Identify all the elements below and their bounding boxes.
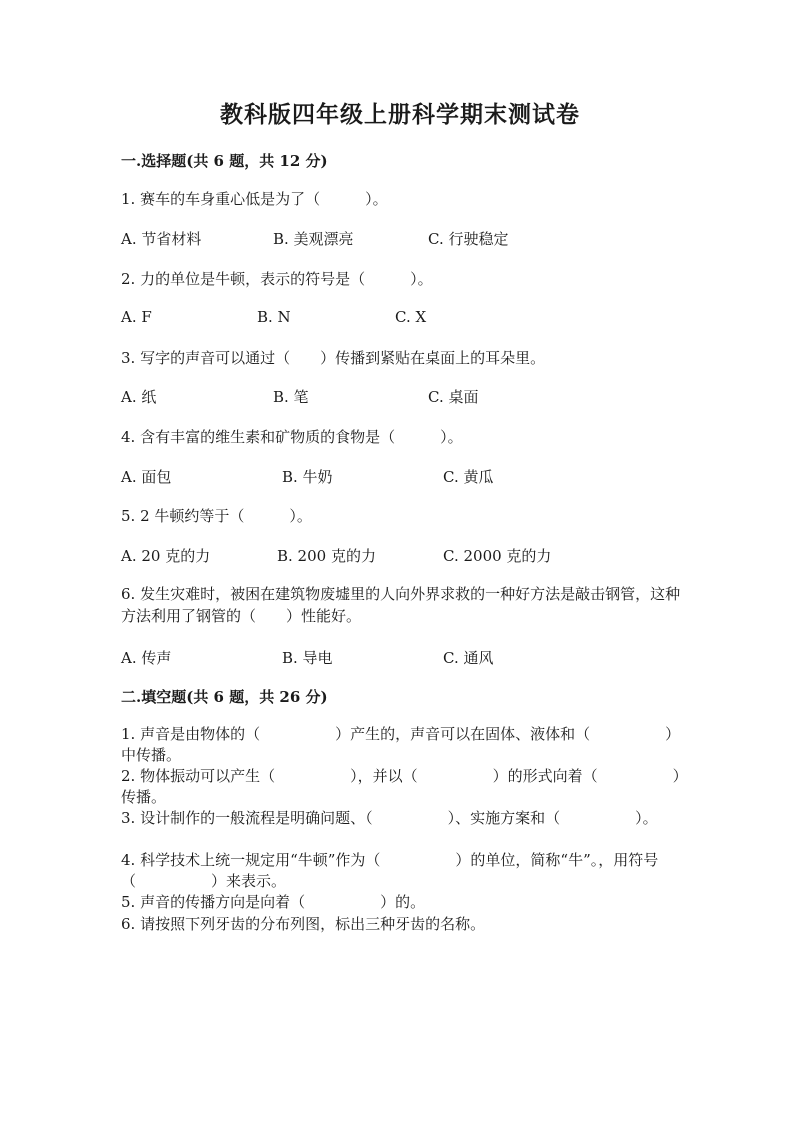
q4-option-c: C. 黄瓜 [443,468,494,486]
q1-option-a: A. 节省材料 [121,230,202,248]
fill-question-4: 4. 科学技术上统一规定用“牛顿”作为（ ）的单位，简称“牛”。，用符号（ ）来表示。 [121,851,659,890]
page-title: 教科版四年级上册科学期末测试卷 [220,101,580,128]
question-3: 3. 写字的声音可以通过（ ）传播到紧贴在桌面上的耳朵里。 [121,349,546,367]
q6-option-a: A. 传声 [121,649,172,667]
section-heading-fill-in: 二.填空题(共 6 题，共 26 分) [121,688,328,706]
q5-option-a: A. 20 克的力 [121,547,211,565]
fill-question-5: 5. 声音的传播方向是向着（ ）的。 [121,893,426,911]
question-4: 4. 含有丰富的维生素和矿物质的食物是（ ）。 [121,428,463,446]
q2-option-c: C. X [395,308,427,326]
question-1: 1. 赛车的车身重心低是为了（ ）。 [121,190,388,208]
q4-option-a: A. 面包 [121,468,172,486]
q5-option-b: B. 200 克的力 [277,547,376,565]
q4-option-b: B. 牛奶 [282,468,333,486]
q2-option-b: B. N [257,308,291,326]
question-2: 2. 力的单位是牛顿，表示的符号是（ ）。 [121,270,433,288]
q2-option-a: A. F [121,308,152,326]
fill-question-1: 1. 声音是由物体的（ ）产生的，声音可以在固体、液体和（ ）中传播。 [121,725,681,764]
q6-option-b: B. 导电 [282,649,333,667]
q1-option-c: C. 行驶稳定 [428,230,509,248]
q6-option-c: C. 通风 [443,649,494,667]
q1-option-b: B. 美观漂亮 [273,230,354,248]
q5-option-c: C. 2000 克的力 [443,547,552,565]
section-heading-multiple-choice: 一.选择题(共 6 题，共 12 分) [121,152,328,170]
fill-question-3: 3. 设计制作的一般流程是明确问题、（ ）、实施方案和（ ）。 [121,809,658,827]
fill-question-2: 2. 物体振动可以产生（ ），并以（ ）的形式向着（ ）传播。 [121,767,681,806]
fill-question-6: 6. 请按照下列牙齿的分布列图，标出三种牙齿的名称。 [121,915,486,933]
q3-option-c: C. 桌面 [428,388,479,406]
q3-option-b: B. 笔 [273,388,309,406]
q3-option-a: A. 纸 [121,388,157,406]
question-5: 5. 2 牛顿约等于（ ）。 [121,507,312,525]
question-6: 6. 发生灾难时，被困在建筑物废墟里的人向外界求救的一种好方法是敲击钢管，这种方法利用了钢管的（ ）性能好。 [121,585,681,625]
